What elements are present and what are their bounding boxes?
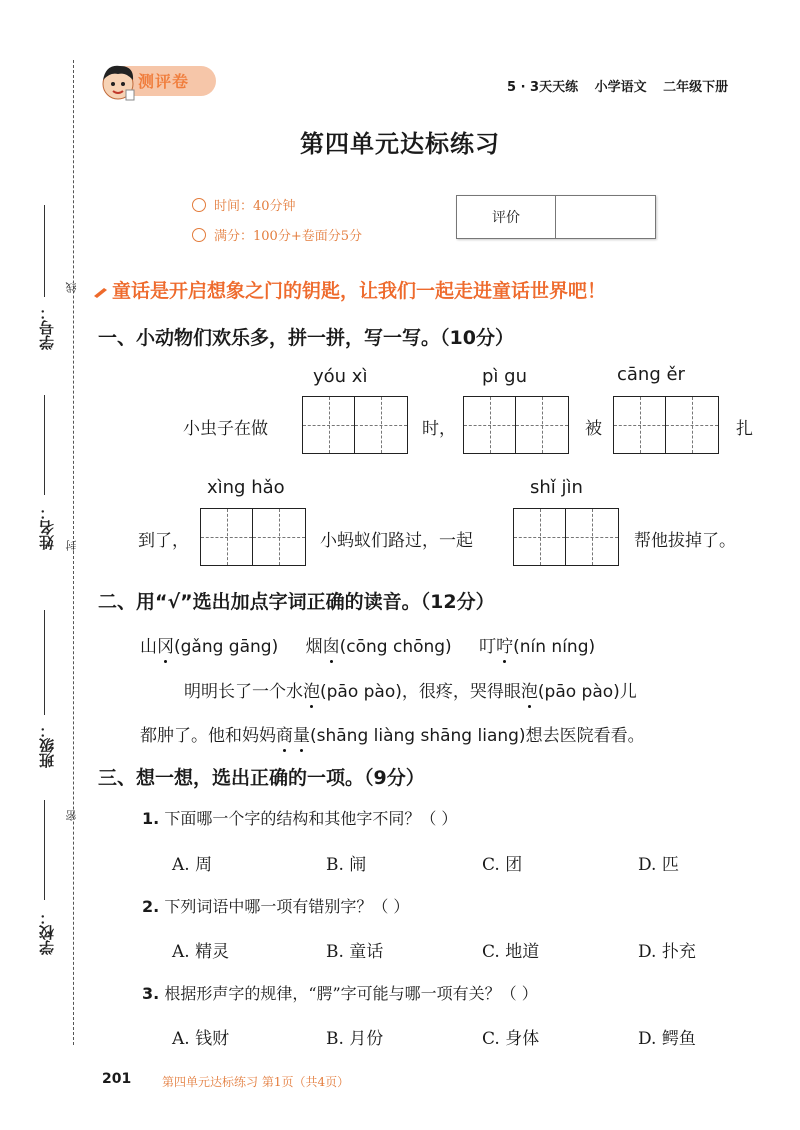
sidebar-school-label: 学校： xyxy=(38,910,56,955)
section1-heading: 一、小动物们欢乐多，拼一拼，写一写。（10分） xyxy=(98,327,514,349)
grid-cell[interactable] xyxy=(566,509,618,565)
sidebar-student-no-label: 学号： xyxy=(38,305,56,350)
q2-option-a[interactable]: A. 精灵 xyxy=(172,942,230,962)
sidebar-sealed-mark: 密 xyxy=(65,810,78,821)
sidebar-class-label: 班级： xyxy=(38,723,56,768)
q2-option-d[interactable]: D. 扑充 xyxy=(638,942,696,962)
dotted-char-liang: 量 xyxy=(293,726,310,746)
question-1 xyxy=(142,806,457,829)
s2-line1 xyxy=(140,632,595,657)
dotted-char-ning: 咛 xyxy=(496,637,514,657)
binding-dashed-line xyxy=(73,60,74,1045)
pinyin-option-cong[interactable]: (cōng chōng) xyxy=(339,637,452,657)
word-yan: 烟 xyxy=(305,637,323,657)
grid-cell[interactable] xyxy=(201,509,253,565)
s2-line3 xyxy=(140,721,645,746)
question-text: 根据形声字的规律，“腭”字可能与哪一项有关？（ ） xyxy=(164,984,538,1003)
pinyin-pigu: pì gu xyxy=(482,366,527,387)
evaluation-box xyxy=(456,195,656,239)
grid-cell[interactable] xyxy=(516,397,568,453)
q2-option-b[interactable]: B. 童话 xyxy=(326,942,384,962)
grid-cell[interactable] xyxy=(614,397,666,453)
question-3 xyxy=(142,981,538,1004)
question-2 xyxy=(142,894,409,917)
q2-option-c[interactable]: C. 地道 xyxy=(482,942,540,962)
pinyin-youxi: yóu xì xyxy=(313,366,368,387)
evaluation-label: 评价 xyxy=(457,196,556,238)
s1-line2-part2: 小蚂蚁们路过，一起 xyxy=(320,531,473,551)
q1-option-a[interactable]: A. 周 xyxy=(172,855,213,875)
s2-line2-end: 儿 xyxy=(619,682,637,702)
grid-cell[interactable] xyxy=(355,397,407,453)
sidebar-seal-mark: 封 xyxy=(65,540,78,551)
pinyin-shijin: shǐ jìn xyxy=(530,477,583,498)
cartoon-boy-icon xyxy=(96,60,140,108)
q3-option-c[interactable]: C. 身体 xyxy=(482,1029,540,1049)
question-number: 1. xyxy=(142,809,160,828)
answer-grid-canger[interactable] xyxy=(613,396,719,454)
s1-line2-part1: 到了， xyxy=(138,531,189,551)
s2-line2-mid: ，很疼，哭得眼 xyxy=(401,682,521,702)
pencil-icon xyxy=(93,283,109,295)
pinyin-xinghao: xìng hǎo xyxy=(207,477,285,498)
grid-cell[interactable] xyxy=(303,397,355,453)
answer-grid-pigu[interactable] xyxy=(463,396,569,454)
q3-option-d[interactable]: D. 鳄鱼 xyxy=(638,1029,696,1049)
s2-line3-pre: 都肿了。他和妈妈 xyxy=(140,726,276,746)
check-circle-icon xyxy=(192,228,206,242)
answer-grid-shijin[interactable] xyxy=(513,508,619,566)
name-blank[interactable] xyxy=(44,395,45,495)
s1-line2-part3: 帮他拔掉了。 xyxy=(634,531,736,551)
s1-line1-part4: 扎 xyxy=(736,419,753,439)
series-header xyxy=(507,76,728,95)
pinyin-option-pao-1[interactable]: (pāo pào) xyxy=(320,682,402,702)
word-shan: 山 xyxy=(140,637,157,657)
s2-line3-end: 想去医院看看。 xyxy=(525,726,645,746)
score-text: 满分：100分+卷面分5分 xyxy=(214,229,362,244)
question-text: 下面哪一个字的结构和其他字不同？（ ） xyxy=(164,809,458,828)
series-name: 5 · 3天天练 xyxy=(507,80,579,95)
word-ding: 叮 xyxy=(479,637,497,657)
q3-option-a[interactable]: A. 钱财 xyxy=(172,1029,230,1049)
page-number: 201 xyxy=(102,1071,132,1087)
badge-label: 测评卷 xyxy=(138,72,190,91)
question-number: 2. xyxy=(142,897,160,916)
class-blank[interactable] xyxy=(44,610,45,715)
answer-grid-xinghao[interactable] xyxy=(200,508,306,566)
school-blank[interactable] xyxy=(44,800,45,900)
q1-option-d[interactable]: D. 匹 xyxy=(638,855,679,875)
page-title: 第四单元达标练习 xyxy=(300,129,500,158)
s1-line1-part2: 时， xyxy=(422,419,456,439)
grid-cell[interactable] xyxy=(514,509,566,565)
dotted-char-pao-1: 泡 xyxy=(303,682,320,702)
sidebar-line-mark: 线 xyxy=(65,282,78,293)
question-text: 下列词语中哪一项有错别字？（ ） xyxy=(164,897,410,916)
s2-line2-pre: 明明长了一个水 xyxy=(184,682,303,702)
q1-option-b[interactable]: B. 闹 xyxy=(326,855,367,875)
pinyin-option-shangliang[interactable]: (shāng liàng shāng liang) xyxy=(310,726,526,746)
clock-icon xyxy=(192,198,206,212)
grid-cell[interactable] xyxy=(666,397,718,453)
time-text: 时间：40分钟 xyxy=(214,199,296,214)
question-number: 3. xyxy=(142,984,160,1003)
section3-heading: 三、想一想，选出正确的一项。（9分） xyxy=(98,767,425,789)
student-no-blank[interactable] xyxy=(44,205,45,297)
score-info xyxy=(192,225,362,244)
s1-line1-part3: 被 xyxy=(585,419,602,439)
dotted-char-cong: 囱 xyxy=(322,637,340,657)
pinyin-option-ning[interactable]: (nín níng) xyxy=(513,637,596,657)
section2-heading: 二、用“√”选出加点字词正确的读音。（12分） xyxy=(98,591,495,613)
pinyin-cang-er: cāng ěr xyxy=(617,364,685,385)
evaluation-input[interactable] xyxy=(556,196,655,238)
s1-line1-part1: 小虫子在做 xyxy=(183,419,268,439)
dotted-char-shang: 商 xyxy=(276,726,293,746)
answer-grid-youxi[interactable] xyxy=(302,396,408,454)
dotted-char-gang: 冈 xyxy=(157,637,174,657)
q1-option-c[interactable]: C. 团 xyxy=(482,855,523,875)
footer-text: 第四单元达标练习 第1页（共4页） xyxy=(162,1075,350,1089)
subject-name: 小学语文 xyxy=(594,80,647,95)
sidebar-name-label: 姓名： xyxy=(38,505,56,550)
grade-name: 二年级下册 xyxy=(663,80,729,95)
intro-text: 童话是开启想象之门的钥匙，让我们一起走进童话世界吧！ xyxy=(112,280,607,302)
pinyin-option-pao-2[interactable]: (pāo pào) xyxy=(537,682,620,702)
q3-option-b[interactable]: B. 月份 xyxy=(326,1029,384,1049)
time-info xyxy=(192,195,296,214)
grid-cell[interactable] xyxy=(464,397,516,453)
s2-line2 xyxy=(184,677,637,702)
grid-cell[interactable] xyxy=(253,509,305,565)
pinyin-option-gang[interactable]: (gǎng gāng) xyxy=(174,637,279,657)
dotted-char-pao-2: 泡 xyxy=(520,682,538,702)
